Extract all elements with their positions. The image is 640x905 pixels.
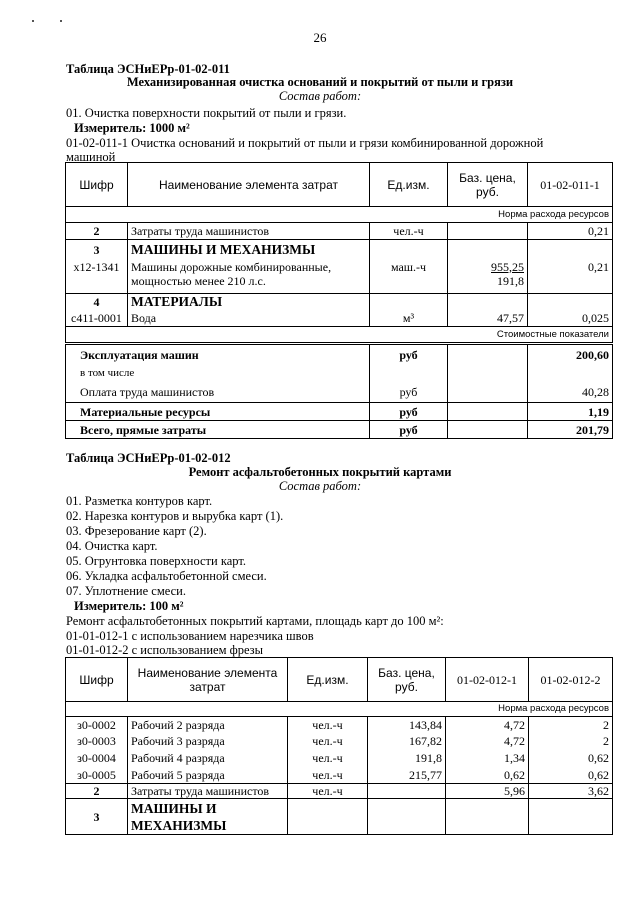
t2-row-worker: з0-0002 Рабочий 2 разряда чел.-ч 143,84 4,72 2	[66, 717, 613, 733]
t2-subtitle: Ремонт асфальтобетонных покрытий картами	[188, 465, 452, 479]
t1-row-mat-head: 4 МАТЕРИАЛЫ	[66, 294, 613, 311]
t2-desc-3: 01-01-012-2 с использованием фрезы	[66, 643, 263, 657]
t1-h-name: Наименование элемента затрат	[128, 163, 370, 207]
t1-h-price: Баз. цена, руб.	[448, 163, 528, 207]
t2-h-unit: Ед.изм.	[288, 658, 368, 702]
t2-step: 05. Огрунтовка поверхности карт.	[66, 554, 246, 568]
t2-norma: Норма расхода ресурсов	[66, 702, 613, 717]
t2-h-col2: 01-02-012-2	[529, 658, 613, 702]
t2-row-labor: 2 Затраты труда машинистов чел.-ч 5,96 3,62	[66, 784, 613, 799]
t2-title: Таблица ЭСНиЕРр-01-02-012	[66, 451, 231, 465]
t2-meter: Измеритель: 100 м²	[74, 599, 184, 613]
t2-row-worker: з0-0005 Рабочий 5 разряда чел.-ч 215,77 0,62 0,62	[66, 767, 613, 784]
t1-subtitle: Механизированная очистка оснований и покрытий от пыли и грязи	[126, 75, 514, 89]
t1-h-col1: 01-02-011-1	[528, 163, 613, 207]
t1-norma: Норма расхода ресурсов	[66, 207, 613, 223]
t1-header-row	[66, 163, 613, 207]
t1-row-mach-head: 3 МАШИНЫ И МЕХАНИЗМЫ	[66, 240, 613, 260]
t1-desc-2: машиной	[66, 150, 116, 164]
t2-h-col1: 01-02-012-1	[446, 658, 529, 702]
t2-row-worker: з0-0004 Рабочий 4 разряда чел.-ч 191,8 1,34 0,62	[66, 750, 613, 767]
t2-h-code: Шифр	[66, 658, 128, 702]
t2-row-mach-head: 3 МАШИНЫ И МЕХАНИЗМЫ	[66, 799, 613, 835]
t2-step: 04. Очистка карт.	[66, 539, 158, 553]
t1-row-labor: 2 Затраты труда машинистов чел.-ч 0,21	[66, 223, 613, 240]
t2-row-worker: з0-0003 Рабочий 3 разряда чел.-ч 167,82 4,72 2	[66, 733, 613, 750]
t2-step: 03. Фрезерование карт (2).	[66, 524, 207, 538]
t2-desc: Ремонт асфальтобетонных покрытий картами, площадь карт до 100 м²:	[66, 614, 444, 628]
t2-step: 07. Уплотнение смеси.	[66, 584, 186, 598]
t2-desc-2: 01-01-012-1 с использованием нарезчика швов	[66, 629, 314, 643]
t1-h-unit: Ед.изм.	[370, 163, 448, 207]
t1-cost-table	[65, 344, 613, 439]
t1-cost-row: Всего, прямые затраты руб 201,79	[66, 421, 613, 439]
t1-cost-row: Оплата труда машинистов руб 40,28	[66, 382, 613, 403]
t1-desc: 01-02-011-1 Очистка оснований и покрытий от пыли и грязи комбинированной дорожной	[66, 136, 544, 150]
scan-speck	[60, 20, 62, 22]
t1-h-code: Шифр	[66, 163, 128, 207]
t1-table	[65, 162, 613, 343]
t1-row-mach: х12-1341 Машины дорожные комбинированные, мощностью менее 210 л.с. маш.-ч 955,25 191,8 0,21	[66, 260, 613, 294]
t1-cost-row: Материальные ресурсы руб 1,19	[66, 403, 613, 421]
t2-step: 01. Разметка контуров карт.	[66, 494, 213, 508]
scan-speck	[32, 20, 34, 22]
page-number: 26	[313, 30, 327, 45]
t2-header-row	[66, 658, 613, 702]
t1-row-mat: с411-0001 Вода м³ 47,57 0,025	[66, 311, 613, 327]
t1-cost-row: Эксплуатация машин руб 200,60	[66, 345, 613, 365]
t1-composition: Состав работ:	[278, 89, 362, 103]
t2-h-name: Наименование элемента затрат	[128, 658, 288, 702]
t2-step: 02. Нарезка контуров и вырубка карт (1).	[66, 509, 284, 523]
t1-cost-row: в том числе	[66, 365, 613, 382]
t1-cost-header: Стоимостные показатели	[66, 327, 613, 343]
t2-table	[65, 657, 613, 835]
t2-composition: Состав работ:	[278, 479, 362, 493]
t2-h-price: Баз. цена, руб.	[368, 658, 446, 702]
t1-meter: Измеритель: 1000 м²	[74, 121, 190, 135]
t2-step: 06. Укладка асфальтобетонной смеси.	[66, 569, 267, 583]
t1-title: Таблица ЭСНиЕРр-01-02-011	[66, 62, 230, 76]
t1-step: 01. Очистка поверхности покрытий от пыли и грязи.	[66, 106, 347, 120]
